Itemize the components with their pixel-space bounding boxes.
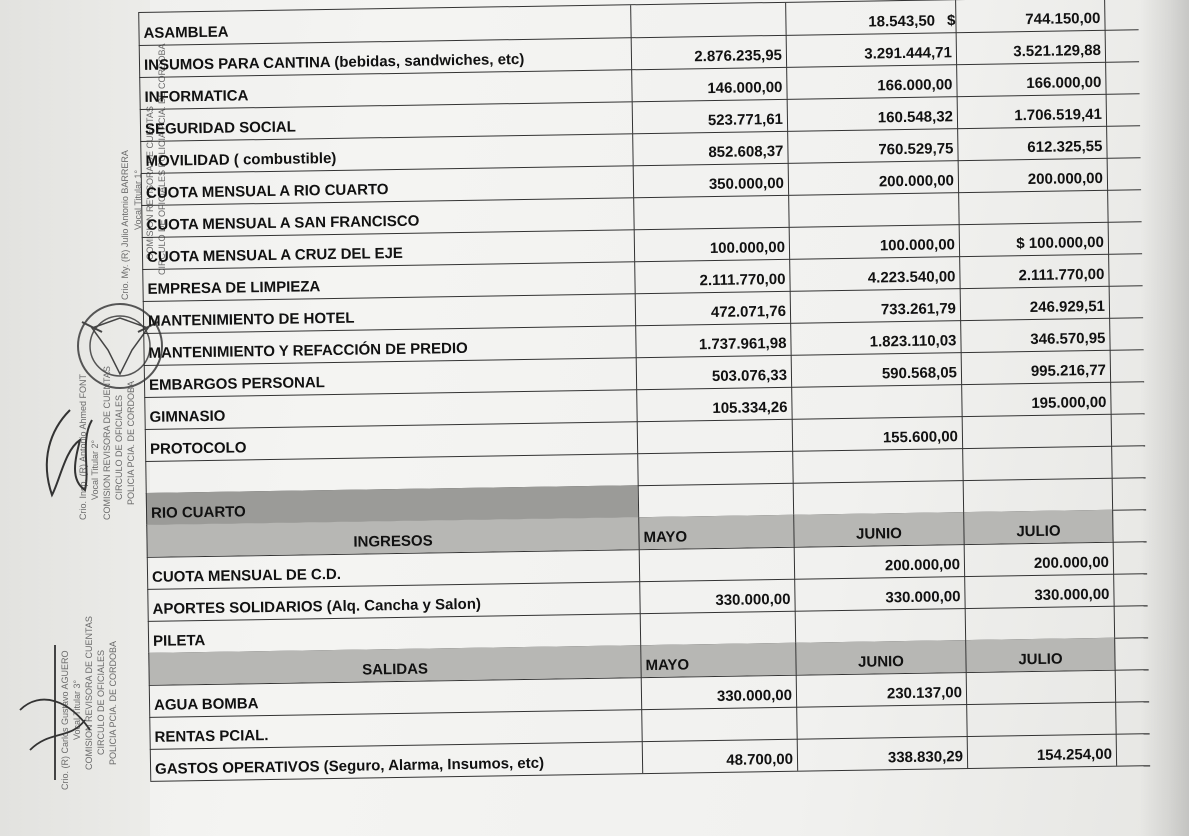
value-col-2: 4.223.540,00 xyxy=(789,256,959,291)
value-col-3: 612.325,55 xyxy=(957,126,1107,160)
row-label: CUOTA MENSUAL A CRUZ DEL EJE xyxy=(142,229,634,269)
row-label: CUOTA MENSUAL DE C.D. xyxy=(147,549,639,589)
header-month-3: JULIO xyxy=(965,638,1115,672)
value-col-1: 146.000,00 xyxy=(631,67,786,101)
value-col-2: 200.000,00 xyxy=(788,160,958,195)
value-col-1 xyxy=(633,195,788,229)
section-title: RIO CUARTO xyxy=(146,485,638,525)
row-label: EMBARGOS PERSONAL xyxy=(144,357,636,397)
value-col-1: 330.000,00 xyxy=(639,579,794,613)
stamp-3-line: COMISION REVISORA DE CUENTAS xyxy=(84,616,94,770)
value-col-1: 2.111.770,00 xyxy=(634,259,789,293)
row-label: INSUMOS PARA CANTINA (bebidas, sandwiches, etc) xyxy=(139,37,631,77)
row-label: AGUA BOMBA xyxy=(149,677,641,717)
stamp-1 xyxy=(120,150,130,300)
value-col-2: 230.137,00 xyxy=(796,672,966,707)
stamp-3-line: CIRCULO DE OFICIALES xyxy=(96,649,106,755)
value-col-1: 100.000,00 xyxy=(634,227,789,261)
value-col-2: 200.000,00 xyxy=(794,544,964,579)
value-col-3: 1.706.519,41 xyxy=(957,94,1107,128)
value-col-3 xyxy=(966,702,1116,736)
value-col-2: 330.000,00 xyxy=(794,576,964,611)
value-col-2-text: 18.543,50 xyxy=(868,12,936,31)
value-col-2: 166.000,00 xyxy=(786,64,956,99)
stamp-3-line: POLICIA PCIA. DE CORDOBA xyxy=(108,640,118,765)
header-month-2: JUNIO xyxy=(793,512,963,547)
value-col-2: 338.830,29 xyxy=(797,736,967,771)
value-col-2: 3.291.444,71 xyxy=(786,32,956,67)
value-col-3 xyxy=(958,190,1108,224)
row-label: APORTES SOLIDARIOS (Alq. Cancha y Salon) xyxy=(147,581,639,621)
value-col-3: 330.000,00 xyxy=(964,574,1114,608)
stamp-2-line: CIRCULO DE OFICIALES xyxy=(114,394,124,500)
value-col-3: 154.254,00 xyxy=(967,734,1117,768)
value-col-3: 166.000,00 xyxy=(956,62,1106,96)
row-label: ASAMBLEA xyxy=(138,5,630,45)
value-col-1: 105.334,26 xyxy=(636,387,791,421)
value-col-3: 995.216,77 xyxy=(961,350,1111,384)
value-col-3: 346.570,95 xyxy=(960,318,1110,352)
value-col-2: 733.261,79 xyxy=(790,288,960,323)
value-col-3 xyxy=(965,606,1115,640)
header-month-1: MAYO xyxy=(640,643,795,677)
value-col-2 xyxy=(796,704,966,739)
row-label: PILETA xyxy=(148,613,640,653)
row-label: MANTENIMIENTO DE HOTEL xyxy=(143,293,635,333)
value-col-1 xyxy=(637,451,792,485)
stamp-2-line: Crio. Insp. (R) Antonio Ahmed FONT xyxy=(78,373,88,520)
value-col-3: 3.521.129,88 xyxy=(956,30,1106,64)
value-col-1: 852.608,37 xyxy=(632,131,787,165)
value-col-2: 1.823.110,03 xyxy=(790,320,960,355)
stamp-2-line: Vocal Titular 2° xyxy=(90,439,100,500)
value-col-1: 48.700,00 xyxy=(642,739,797,773)
value-col-1: 2.876.235,95 xyxy=(631,35,786,69)
value-col-3: 195.000,00 xyxy=(961,382,1111,416)
value-col-2 xyxy=(788,192,958,227)
value-col-1 xyxy=(630,3,785,37)
value-col-2: 590.568,05 xyxy=(791,352,961,387)
header-label: SALIDAS xyxy=(148,645,640,685)
stamp-2-line: COMISION REVISORA DE CUENTAS xyxy=(102,366,112,520)
value-col-1: 523.771,61 xyxy=(632,99,787,133)
value-col-1 xyxy=(637,419,792,453)
stamp-2-line: POLICIA PCIA. DE CORDOBA xyxy=(126,380,136,505)
currency-prefix: $ xyxy=(946,12,956,30)
header-month-3: JULIO xyxy=(963,510,1113,544)
row-label: CUOTA MENSUAL A SAN FRANCISCO xyxy=(141,197,633,237)
value-col-1 xyxy=(638,483,793,517)
value-col-3: 246.929,51 xyxy=(960,286,1110,320)
value-col-1: 350.000,00 xyxy=(633,163,788,197)
value-col-3: 200.000,00 xyxy=(958,158,1108,192)
stamp-2-d xyxy=(114,395,124,500)
value-col-1 xyxy=(639,547,794,581)
value-col-3 xyxy=(963,478,1113,512)
value-col-2 xyxy=(791,384,961,419)
value-col-3: $ 100.000,00 xyxy=(959,222,1109,256)
stamp-3-line: Vocal Titular 3° xyxy=(72,679,82,740)
budget-table xyxy=(138,0,1169,836)
value-col-2: 155.600,00 xyxy=(792,416,962,451)
value-col-1: 472.071,76 xyxy=(635,291,790,325)
stamp-1-line: CIRCULO DE OFICIALES POLICIA PCIA. DE CORDOBA xyxy=(157,43,167,275)
value-col-2: 760.529,75 xyxy=(787,128,957,163)
value-col-2: 160.548,32 xyxy=(787,96,957,131)
value-col-2 xyxy=(795,608,965,643)
row-label: PROTOCOLO xyxy=(145,421,637,461)
row-label: RENTAS PCIAL. xyxy=(149,709,641,749)
row-label: GIMNASIO xyxy=(144,389,636,429)
header-month-1: MAYO xyxy=(638,515,793,549)
value-col-3: 2.111.770,00 xyxy=(959,254,1109,288)
value-col-2: 100.000,00 xyxy=(789,224,959,259)
signature-icon xyxy=(30,400,100,510)
value-col-1: 503.076,33 xyxy=(636,355,791,389)
stamp-1-line: Vocal Titular 1° xyxy=(133,169,143,230)
row-label: MANTENIMIENTO Y REFACCIÓN DE PREDIO xyxy=(143,325,635,365)
value-col-1: 1.737.961,98 xyxy=(635,323,790,357)
value-col-3 xyxy=(962,446,1112,480)
value-col-3 xyxy=(962,414,1112,448)
value-col-2 xyxy=(785,0,955,35)
value-col-1: 330.000,00 xyxy=(641,675,796,709)
stamp-1-line: Crio. My. (R) Julio Antonio BARRERA xyxy=(120,150,130,300)
signature-icon xyxy=(10,640,100,790)
stamp-3-line: Crio. (R) Carlos Gustavo AGUERO xyxy=(60,650,70,790)
row-label: MOVILIDAD ( combustible) xyxy=(140,133,632,173)
value-col-1 xyxy=(641,707,796,741)
value-col-1 xyxy=(640,611,795,645)
stamp-1-line: COMISION REVISORA DE CUENTAS xyxy=(145,106,155,260)
row-label: EMPRESA DE LIMPIEZA xyxy=(142,261,634,301)
value-col-3 xyxy=(966,670,1116,704)
header-label: INGRESOS xyxy=(146,517,638,557)
value-col-2 xyxy=(792,448,962,483)
stamp-3-e xyxy=(108,641,118,765)
header-month-2: JUNIO xyxy=(795,640,965,675)
row-label: GASTOS OPERATIVOS (Seguro, Alarma, Insumos, etc) xyxy=(150,741,642,781)
row-label: INFORMATICA xyxy=(139,69,631,109)
value-col-2 xyxy=(793,480,963,515)
row-label: SEGURIDAD SOCIAL xyxy=(140,101,632,141)
value-col-3: 200.000,00 xyxy=(964,542,1114,576)
stamp-2-e xyxy=(126,381,136,505)
value-col-3: 744.150,00 xyxy=(955,0,1105,32)
row-label: CUOTA MENSUAL A RIO CUARTO xyxy=(141,165,633,205)
